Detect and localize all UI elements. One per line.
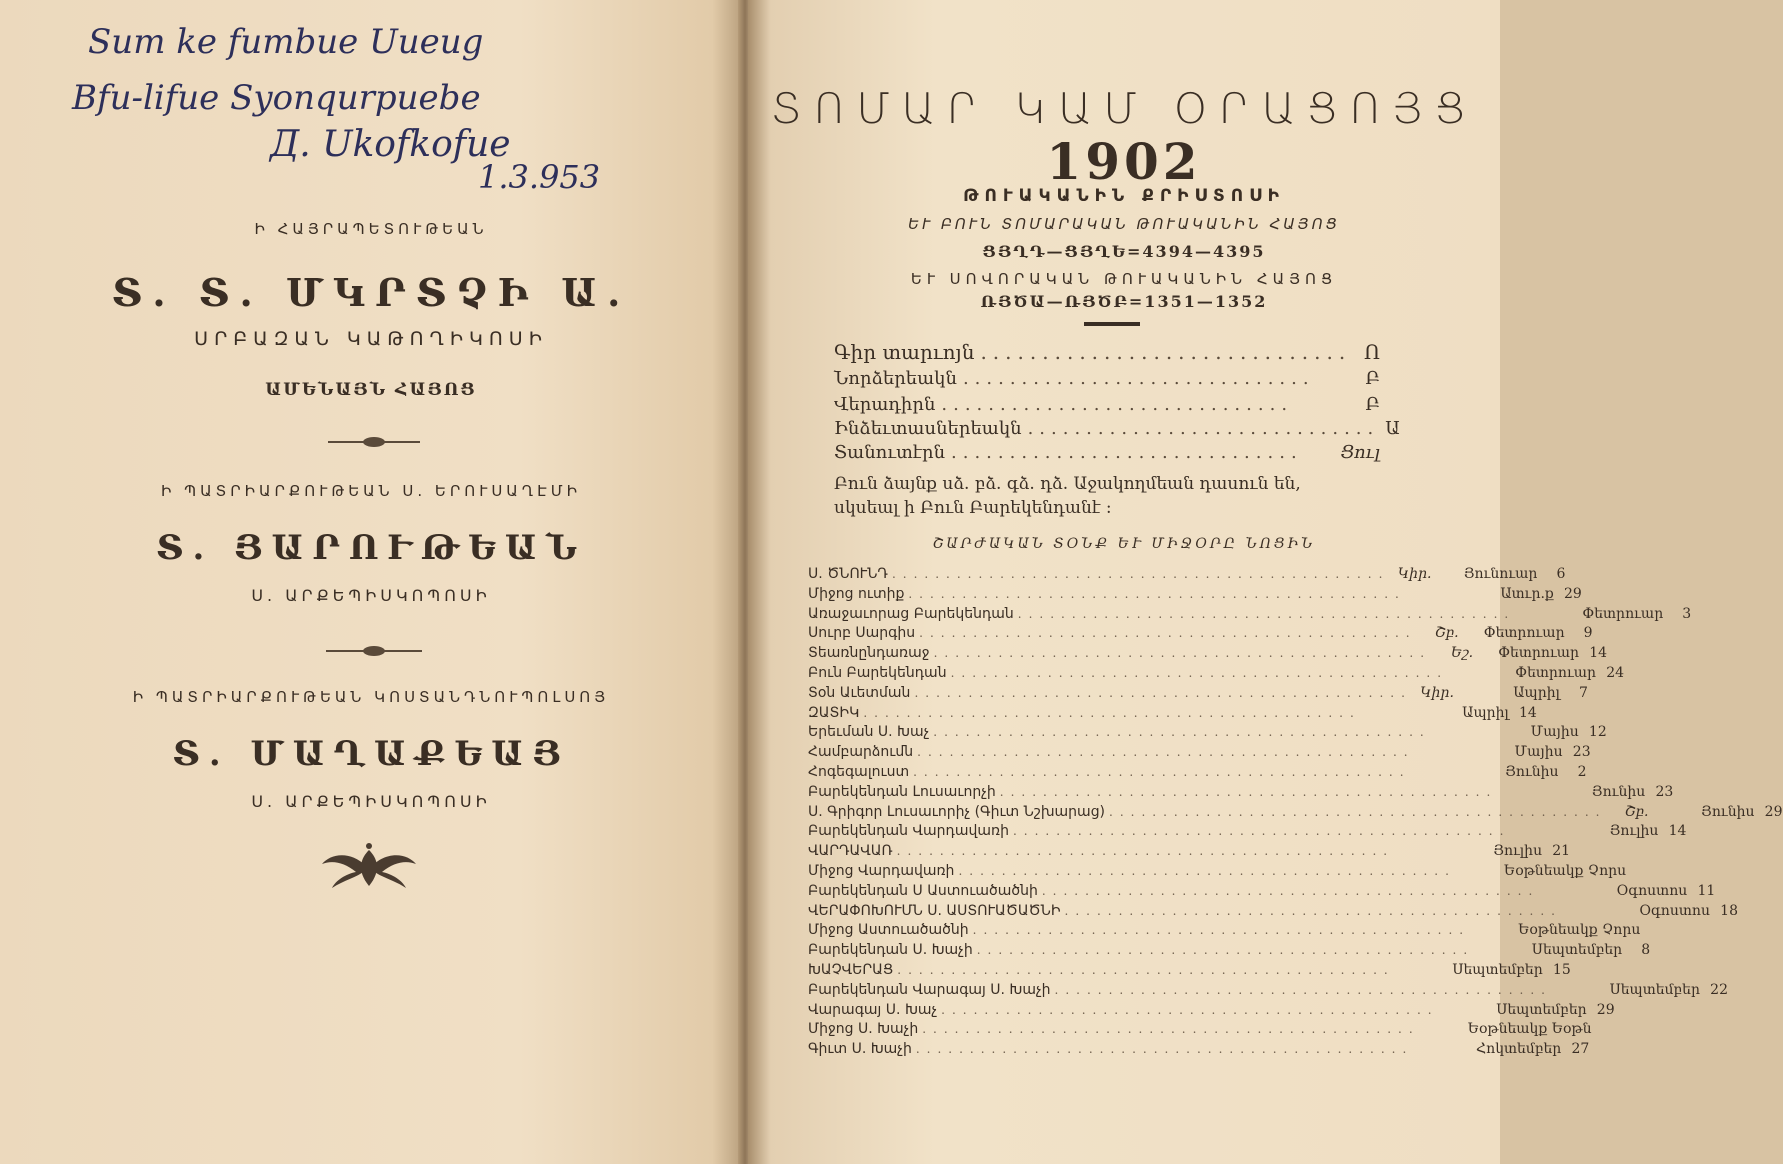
feast-leader: .............................................. — [958, 864, 1456, 878]
feast-name: Բուն Բարեկենդան — [808, 665, 947, 681]
feast-leader: .............................................. — [915, 1042, 1414, 1057]
feast-name: Բարեկենդան Ս Աստուածածնի — [808, 882, 1038, 899]
feast-row — [808, 863, 1627, 883]
feast-month: Սեպտեմբեր — [1452, 962, 1543, 978]
key-label: Ինձեւտասներեակն — [834, 418, 1022, 439]
feast-leader: .............................................. — [919, 626, 1417, 641]
key-label: Տանուտէրն — [834, 442, 946, 463]
feast-name: Բարեկենդան Վարագայ Ս. Խաչի — [808, 981, 1051, 998]
feast-row — [808, 981, 1728, 1002]
feast-day: 14 — [1518, 704, 1537, 721]
feast-name: ԽԱՉՎԵՐԱՑ — [808, 962, 894, 978]
feast-leader: .............................................. — [933, 646, 1432, 661]
feast-row — [808, 882, 1716, 903]
feast-leader: .............................................. — [922, 1022, 1420, 1037]
feast-name: Բարեկենդան Վարդավառի — [808, 823, 1009, 840]
feast-leader: .............................................. — [999, 784, 1498, 799]
feast-day: 24 — [1606, 665, 1625, 681]
almanac-year: 1902 — [1046, 132, 1202, 191]
feast-row — [808, 942, 1651, 962]
feast-leader: .............................................. — [1012, 824, 1511, 839]
feast-weekday: Շբ. — [1434, 625, 1459, 642]
feast-day: 29 — [1596, 1001, 1615, 1018]
feast-month: Սեպտեմբեր — [1531, 942, 1623, 959]
feast-day: 14 — [1589, 645, 1608, 662]
feast-leader: .............................................. — [913, 765, 1411, 779]
block3-heading: Ի ՊԱՏՐԻԱՐՔՈՒԹԵԱՆ ԿՈՍՏԱՆԴՆՈՒՊՈԼՍՈՅ — [132, 688, 610, 706]
feast-row — [808, 665, 1625, 685]
feast-month: Փետրուար — [1483, 625, 1565, 642]
block1-heading: Ի ՀԱՅՐԱՊԵՏՈՒԹԵԱՆ — [254, 220, 488, 238]
feast-day: 22 — [1710, 981, 1728, 998]
feast-row — [808, 1021, 1592, 1041]
feast-row — [808, 803, 1783, 824]
feast-row — [808, 783, 1674, 804]
feast-day: 29 — [1764, 803, 1783, 820]
feast-name: Բարեկենդան Ս. Խաչի — [808, 942, 973, 959]
feast-leader: .............................................. — [1017, 606, 1516, 621]
feast-month: Ապրիլ — [1513, 684, 1560, 701]
feast-leader: .............................................. — [917, 745, 1415, 760]
feast-day: 2 — [1577, 764, 1587, 780]
feast-name: Միջոց Ս. Խաչի — [808, 1021, 919, 1038]
feast-name: Ս. Գրիգոր Լուսաւորիչ (Գիւտ Նշխարաց) — [808, 803, 1106, 820]
feast-row — [808, 724, 1607, 744]
block2-name: Տ. ՅԱՐՈՒԹԵԱՆ — [155, 528, 587, 568]
feast-row — [808, 823, 1687, 843]
feast-month: Օգոստոս — [1616, 882, 1688, 899]
feast-row — [808, 684, 1588, 705]
feast-day: 23 — [1572, 744, 1591, 761]
key-value: Ցուլ — [1340, 442, 1380, 463]
block1-name: Տ. Տ. ՄԿՐՏՉԻ Ա. — [111, 270, 631, 315]
feast-month: Ապրիլ — [1462, 704, 1509, 721]
feast-day: 3 — [1682, 605, 1692, 622]
key-label: Գիր տարւոյն — [834, 340, 975, 364]
feast-weekday: Կիր. — [1397, 566, 1432, 582]
feast-leader: .............................................. — [891, 567, 1390, 581]
feast-month: Սեպտեմբեր — [1496, 1001, 1587, 1018]
feast-month: Փետրուար — [1515, 665, 1597, 681]
feast-day: 21 — [1552, 843, 1571, 860]
inscription-line-2: Bfu-lifue Syonqurpuebe — [72, 78, 481, 118]
feast-leader: .............................................. — [1041, 883, 1540, 898]
key-row: Վերադիրն .............................. Բ — [834, 394, 1380, 415]
feast-day: 15 — [1552, 962, 1571, 978]
feast-name: Միջոց ուտիք — [808, 585, 905, 602]
inscription-date: 1.3.953 — [478, 158, 601, 196]
feast-month: Եօթնեակք Չորս — [1518, 922, 1641, 939]
feast-row — [808, 843, 1571, 863]
feast-day: 11 — [1697, 882, 1716, 899]
subtitle-christ-year: ԹՈՒԱԿԱՆԻՆ ՔՐԻՍՏՈՍԻ — [963, 186, 1285, 206]
feast-name: Գիւտ Ս. Խաչի — [808, 1041, 912, 1058]
feast-day: 23 — [1655, 783, 1674, 800]
feast-row — [808, 1001, 1615, 1022]
feast-row — [808, 1041, 1590, 1061]
feast-month: Եօթնեակք Եօթն — [1467, 1021, 1592, 1038]
key-value: Բ — [1365, 368, 1380, 389]
feast-name: Վարագայ Ս. Խաչ — [808, 1001, 938, 1018]
feast-month: Սեպտեմբեր — [1609, 981, 1700, 998]
year-range-2: ՌՅԾԱ—ՌՅԾԲ=1351—1352 — [980, 292, 1268, 311]
note-paragraph: Բուն ձայնք սձ. բձ. գձ. դձ. Աջակողմեան դասուն են, սկսեալ ի Բուն Բարեկենդանէ : — [834, 474, 1301, 518]
feast-month: Փետրուար — [1498, 645, 1580, 662]
feast-month: Յուլիս — [1609, 823, 1659, 840]
left-page — [0, 0, 742, 1164]
feast-month: Յունիս — [1505, 764, 1559, 780]
feast-leader: .............................................. — [950, 666, 1449, 680]
feast-month: Յուլիս — [1493, 843, 1543, 860]
inscription-signature: Д. Ukofkofue — [270, 124, 511, 165]
feast-month: Եօթնեակք Չորս — [1503, 863, 1627, 879]
almanac-title: ՏՈՄԱՐ ԿԱՄ ՕՐԱՑՈՅՑ — [770, 84, 1478, 133]
feast-day: 27 — [1571, 1041, 1590, 1058]
feast-row — [808, 704, 1537, 725]
feast-leader: .............................................. — [1064, 903, 1562, 918]
feast-name: Երեւման Ս. Խաչ — [808, 724, 930, 741]
feast-day: 14 — [1668, 823, 1687, 840]
feast-name: Միջոց Աստուածածնի — [808, 922, 969, 939]
feast-leader: .............................................. — [972, 923, 1471, 938]
feast-leader: .............................................. — [908, 586, 1406, 601]
key-row: Տանուտէրն .............................. Ցուլ — [834, 442, 1380, 463]
inscription-line-1: Sum ke fumbue Uueug — [88, 22, 484, 62]
feast-month: Մայիս — [1514, 744, 1563, 761]
feast-name: Տօն Աւետման — [808, 684, 911, 701]
feast-leader: .............................................. — [976, 943, 1475, 958]
feast-month: Յունիս — [1591, 783, 1646, 800]
feast-month: Հոկտեմբեր — [1476, 1041, 1562, 1058]
title-rule — [1084, 322, 1140, 326]
feast-day: 9 — [1583, 625, 1593, 642]
year-range-1: ՑՅՂԴ—ՑՅՂԵ=4394—4395 — [982, 242, 1266, 261]
feast-row — [808, 902, 1738, 923]
section-title: ՇԱՐԺԱԿԱՆ ՏՕՆՔ ԵՒ ՄԻՋՕՐԸ ՆՈՑԻՆ — [932, 536, 1316, 552]
subtitle-armenian-calendar: ԵՒ ԲՈՒՆ ՏՈՄԱՐԱԿԱՆ ԹՈՒԱԿԱՆԻՆ ՀԱՅՈՑ — [908, 215, 1340, 233]
floral-ornament-icon — [316, 840, 422, 894]
subtitle-common-year: ԵՒ ՍՈՎՈՐԱԿԱՆ ԹՈՒԱԿԱՆԻՆ ՀԱՅՈՑ — [910, 270, 1338, 288]
feast-leader: .............................................. — [896, 844, 1395, 859]
feast-month: Փետրուար — [1582, 605, 1664, 622]
feast-name: Համբարձումն — [808, 744, 914, 761]
key-row: Նորձերեակն .............................. Բ — [834, 368, 1380, 389]
feast-name: Բարեկենդան Լուսաւորչի — [808, 783, 996, 800]
feast-row — [808, 744, 1591, 764]
feast-row — [808, 764, 1587, 784]
feast-row — [808, 625, 1593, 645]
block3-name: Տ. ՄԱՂԱՔԵԱՅ — [172, 734, 570, 774]
feast-day: 18 — [1720, 902, 1738, 919]
feast-name: Միջոց Վարդավառի — [808, 863, 955, 879]
feast-leader: .............................................. — [897, 963, 1395, 977]
feast-weekday: Եշ. — [1450, 645, 1474, 662]
feast-name: Սուրբ Սարգիս — [808, 625, 916, 642]
feast-name: Ս. ԾՆՈՒՆԴ — [808, 566, 888, 582]
feast-leader: .............................................. — [941, 1002, 1439, 1017]
feast-row — [808, 585, 1582, 606]
feast-weekday: Կիր. — [1420, 684, 1454, 701]
feast-name: Տեառնընդառաջ — [808, 645, 930, 662]
feast-name: ՎԱՐԴԱՎԱՌ — [808, 843, 893, 860]
ornament-divider — [326, 650, 422, 652]
feast-month: Օգոստոս — [1639, 902, 1710, 919]
feast-leader: .............................................. — [1109, 804, 1607, 819]
feast-month: Ատւր.ք — [1500, 585, 1554, 602]
block2-title1: Ս. ԱՐՔԵՊԻՍԿՈՊՈՍԻ — [251, 586, 491, 605]
feast-month: Յունուար — [1463, 566, 1538, 582]
feast-day: 7 — [1578, 684, 1588, 701]
key-value: Ո — [1364, 340, 1380, 364]
ornament-divider — [328, 441, 420, 443]
feast-row — [808, 566, 1566, 586]
key-label: Նորձերեակն — [834, 368, 957, 389]
feast-day: 12 — [1588, 724, 1607, 741]
block1-title2: ԱՄԵՆԱՅՆ ՀԱՅՈՑ — [265, 380, 477, 400]
feast-leader: .............................................. — [863, 705, 1361, 720]
feast-month: Յունիս — [1701, 803, 1755, 820]
feast-weekday: Շբ. — [1624, 803, 1649, 820]
key-value: Բ — [1365, 394, 1380, 415]
key-value: Ա — [1385, 418, 1400, 439]
feast-row — [808, 962, 1571, 982]
key-row: Ինձեւտասներեակն .............................. Ա — [834, 418, 1400, 439]
feast-leader: .............................................. — [1054, 982, 1552, 997]
key-label: Վերադիրն — [834, 394, 936, 415]
feast-name: Հոգեգալուստ — [808, 764, 910, 780]
feast-name: Առաջաւորաց Բարեկենդան — [808, 605, 1014, 622]
feast-leader: .............................................. — [914, 685, 1412, 700]
feast-day: 6 — [1556, 566, 1566, 582]
feast-day: 8 — [1641, 942, 1651, 959]
feast-day: 29 — [1564, 585, 1582, 602]
feast-name: ՎԵՐԱՓՈԽՈՒՄՆ Ս. ԱՍՏՈՒԱԾԱԾՆԻ — [808, 902, 1061, 919]
feast-row — [808, 605, 1692, 626]
block2-heading: Ի ՊԱՏՐԻԱՐՔՈՒԹԵԱՆ Ս. ԵՐՈՒՍԱՂԷՄԻ — [161, 482, 581, 500]
feast-month: Մայիս — [1530, 724, 1579, 741]
feast-row — [808, 922, 1641, 942]
feast-leader: .............................................. — [933, 725, 1431, 740]
feast-name: ԶԱՏԻԿ — [808, 704, 860, 721]
feast-row — [808, 645, 1608, 665]
key-row: Գիր տարւոյն .............................. Ո — [834, 340, 1380, 364]
block3-title1: Ս. ԱՐՔԵՊԻՍԿՈՊՈՍԻ — [251, 792, 491, 811]
block1-title1: ՍՐԲԱԶԱՆ ԿԱԹՈՂԻԿՈՍԻ — [194, 328, 548, 350]
